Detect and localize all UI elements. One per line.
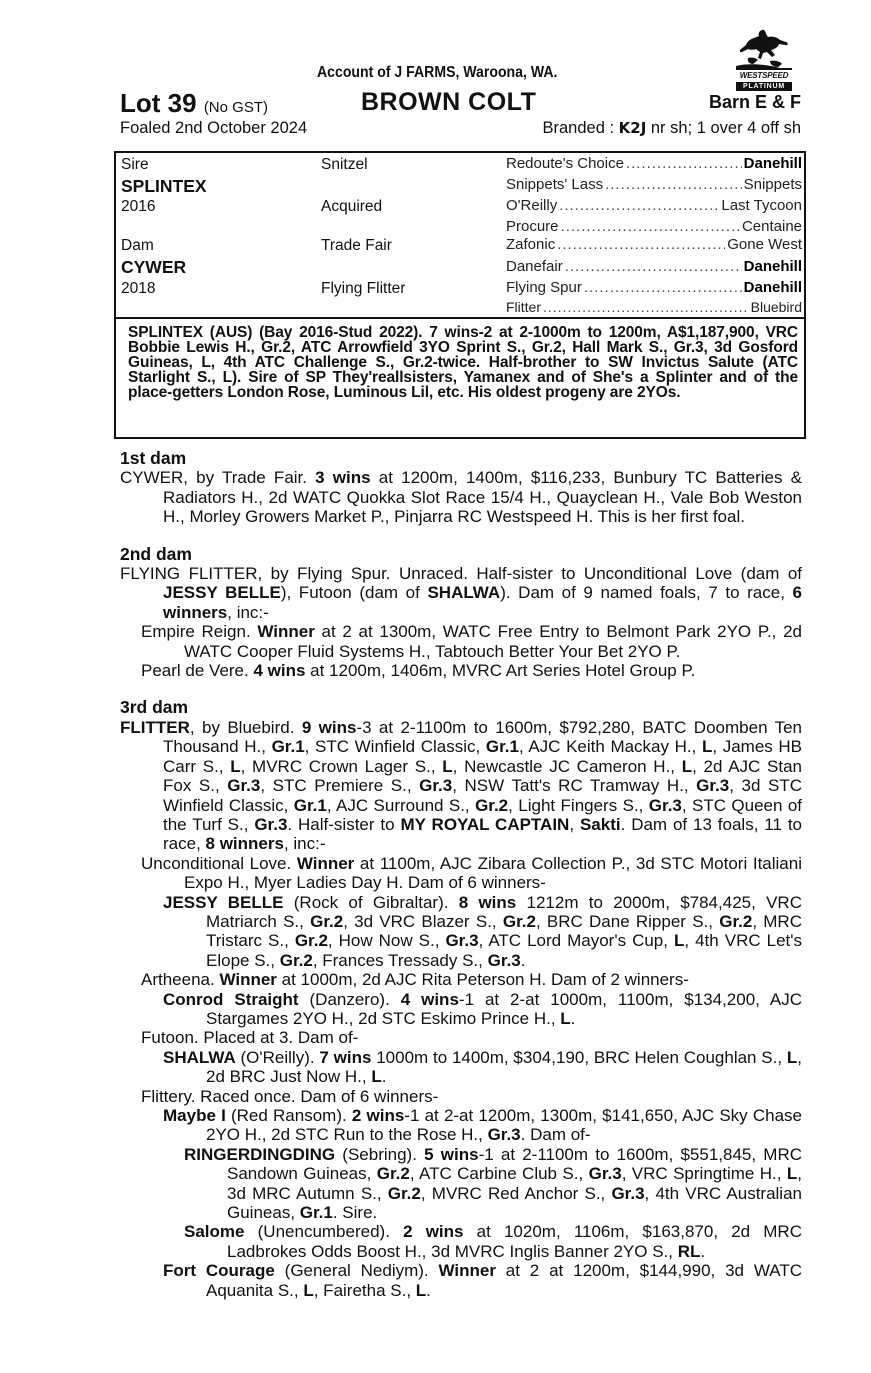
- barn-location: Barn E & F: [708, 92, 801, 112]
- bold-text: 9 wins: [301, 717, 357, 737]
- dam-entry: [120, 718, 802, 854]
- entry-text: at 1000m, 2d AJC Rita Peterson H. Dam of 2 winners-: [276, 970, 689, 990]
- progeny-entry: [184, 1222, 802, 1261]
- entry-text: , inc:-: [227, 602, 269, 622]
- entry-text: , 3d VRC Blazer S.,: [343, 911, 503, 931]
- entry-text: , MVRC Red Anchor S.,: [420, 1183, 612, 1203]
- entry-text: -1 at 2-at 1200m, 1300m, $141,650, AJC Sky Chase 2YO H., 2d STC Run to the Rose H.,: [206, 1106, 802, 1145]
- entry-text: . Sire.: [332, 1203, 378, 1223]
- progeny-entry: [163, 893, 802, 971]
- bold-text: Gr.3: [445, 931, 479, 951]
- bold-text: 4 wins: [400, 989, 459, 1009]
- bold-text: Winner: [296, 853, 355, 873]
- bold-text: 4 wins: [253, 661, 306, 681]
- dam-dam: Flying Flitter: [321, 280, 406, 297]
- vendor-account: Account of J FARMS, Waroona, WA.: [317, 64, 558, 81]
- entry-text: FLYING FLITTER, by Flying Spur. Unraced. Half-sister to Unconditional Love (dam of: [120, 564, 802, 584]
- progeny-entry: [141, 622, 802, 661]
- great-grandparent-name: Bluebird: [750, 299, 802, 315]
- bold-text: Gr.3: [487, 950, 521, 970]
- dam-heading: 2nd dam: [120, 543, 192, 564]
- bold-text: Gr.2: [719, 911, 753, 931]
- bold-text: Gr.2: [310, 911, 344, 931]
- progeny-entry: [141, 1087, 802, 1106]
- entry-text: -1 at 2-at 1000m, 1100m, $134,200, AJC Stargames 2YO H., 2d STC Eskimo Prince H.,: [206, 989, 802, 1028]
- entry-text: at 1200m, 1406m, MVRC Art Series Hotel Group P.: [305, 661, 696, 681]
- entry-text: Flittery. Raced once. Dam of 6 winners-: [141, 1086, 439, 1106]
- bold-text: Gr.2: [475, 795, 509, 815]
- entry-text: ,: [569, 814, 580, 834]
- bold-text: L: [371, 1067, 382, 1087]
- entry-text: at 1020m, 1106m, $163,870, 2d MRC Ladbrokes Odds Boost H., 3d MVRC Inglis Banner 2YO S.,: [227, 1222, 802, 1261]
- grandparent-name: Snippets' Lass: [506, 176, 604, 193]
- bold-text: MY ROYAL CAPTAIN: [400, 814, 570, 834]
- entry-text: (O'Reilly).: [235, 1047, 320, 1067]
- bold-text: RL: [677, 1241, 701, 1261]
- dam-entry: [120, 468, 802, 526]
- dam-heading: 3rd dam: [120, 697, 189, 718]
- entry-text: , 4th VRC Let's Elope S.,: [206, 931, 803, 970]
- bold-text: Gr.2: [387, 1183, 421, 1203]
- sire-summary-box: [114, 319, 806, 439]
- logo-brand: WESTSPEED: [739, 71, 789, 80]
- great-grandparent-name: Danehill: [743, 279, 802, 296]
- entry-text: , BRC Dane Ripper S.,: [535, 911, 720, 931]
- sire-dam: Acquired: [321, 198, 383, 215]
- grandparent-name: Danefair: [506, 258, 563, 275]
- dam-sire: Trade Fair: [321, 237, 392, 254]
- entry-text: , Fairetha S.,: [313, 1280, 416, 1300]
- entry-text: , ATC Carbine Club S.,: [409, 1164, 589, 1184]
- logo-tier: PLATINUM: [736, 82, 792, 91]
- entry-text: , VRC Springtime H.,: [621, 1164, 787, 1184]
- entry-text: (Unencumbered).: [244, 1222, 404, 1242]
- entry-text: , Frances Tressady S.,: [312, 950, 488, 970]
- entry-text: at 2 at 1200m, $144,990, 3d WATC Aquanita S.,: [206, 1261, 802, 1300]
- entry-text: , STC Premiere S.,: [260, 776, 420, 796]
- bold-text: 8 winners: [205, 834, 284, 854]
- bold-text: 8 wins: [458, 892, 517, 912]
- entry-text: . Half-sister to: [287, 814, 401, 834]
- entry-text: Futoon. Placed at 3. Dam of-: [141, 1028, 359, 1048]
- entry-text: , How Now S.,: [327, 931, 446, 951]
- bold-text: Conrod Straight: [163, 989, 299, 1009]
- bold-text: L: [681, 756, 693, 776]
- entry-text: (General Nediym).: [274, 1261, 439, 1281]
- entry-text: 1000m to 1400m, $304,190, BRC Helen Coughlan S.,: [371, 1047, 787, 1067]
- bold-text: Gr.3: [487, 1125, 521, 1145]
- grandparent-name: Flying Spur: [506, 279, 582, 296]
- dot-leader: [561, 218, 740, 235]
- grandparent-row: [506, 176, 802, 193]
- bold-text: SHALWA: [427, 583, 501, 603]
- entry-text: , STC Winfield Classic,: [304, 737, 486, 757]
- brand-description: [543, 119, 802, 138]
- bold-text: L: [786, 1047, 798, 1067]
- bold-text: JESSY BELLE: [163, 583, 281, 603]
- bold-text: Winner: [257, 622, 315, 642]
- great-grandparent-name: Gone West: [727, 236, 802, 253]
- progeny-entry: [163, 1106, 802, 1145]
- bold-text: Gr.2: [502, 911, 536, 931]
- bold-text: Salome: [184, 1222, 245, 1242]
- entry-text: . Dam of 13 foals, 11 to race,: [163, 814, 802, 854]
- bold-text: L: [303, 1280, 314, 1300]
- grandparent-row: [506, 197, 802, 214]
- entry-text: Empire Reign.: [141, 622, 258, 642]
- dot-leader: [557, 236, 725, 253]
- progeny-entry: [141, 970, 802, 989]
- grandparent-row: [506, 299, 802, 315]
- bold-text: RINGERDINGDING: [184, 1144, 336, 1164]
- grandparent-row: [506, 236, 802, 253]
- sire-summary: SPLINTEX (AUS) (Bay 2016-Stud 2022). 7 wins-2 at 2-1000m to 1200m, A$1,187,900, VRC Bobbie Lewis H., Gr.2, ATC Arrowfield 3YO Sprint S., Gr.2, Hall Mark S., Gr.3, 3d Gosford Guineas, L, 4th ATC Challenge S., Gr.2-twice. Half-brother to SW Invictus Salute (ATC Starlight S., L). Sire of SP They'reallsisters, Yamanex and of She's a Splinter and of the place-getters London Rose, Luminous Lil, etc. His oldest progeny are 2YOs.: [128, 324, 798, 401]
- entry-text: (Sebring).: [335, 1144, 425, 1164]
- entry-text: , STC Queen of the Turf S.,: [163, 795, 803, 834]
- entry-text: , MVRC Crown Lager S.,: [240, 756, 443, 776]
- grandparent-row: [506, 258, 802, 275]
- grandparent-name: Procure: [506, 218, 559, 235]
- dam-label: Dam: [121, 237, 154, 254]
- entry-text: (Danzero).: [298, 989, 401, 1009]
- pedigree-table: [114, 151, 806, 319]
- entry-text: , NSW Tatt's RC Tramway H.,: [452, 776, 697, 796]
- entry-text: , 3d STC Winfield Classic,: [163, 776, 802, 815]
- bold-text: L: [786, 1164, 798, 1184]
- dam-heading: 1st dam: [120, 448, 187, 468]
- grandparent-name: Redoute's Choice: [506, 155, 624, 172]
- bold-text: Gr.3: [611, 1183, 645, 1203]
- entry-text: -3 at 2-1100m to 1600m, $792,280, BATC Doomben Ten Thousand H.,: [163, 717, 802, 757]
- entry-text: , 2d AJC Stan Fox S.,: [163, 756, 802, 796]
- entry-text: , 3d MRC Autumn S.,: [227, 1164, 802, 1203]
- bold-text: L: [230, 756, 241, 776]
- dam-line: [120, 449, 802, 1300]
- dot-leader: [543, 299, 749, 315]
- horse-description: BROWN COLT: [361, 88, 537, 116]
- horse-racing-icon: [734, 28, 794, 72]
- gst-note: (No GST): [203, 99, 268, 116]
- entry-text: at 1200m, 1400m, $116,233, Bunbury TC Batteries & Radiators H., 2d WATC Quokka Slot Race 15/4 H., Quayclean H., Vale Bob Weston H., Morley Growers Market P., Pinjarra RC Westspeed H. This is her first foal.: [163, 468, 802, 527]
- progeny-entry: [163, 990, 802, 1029]
- great-grandparent-name: Centaine: [741, 218, 802, 235]
- great-grandparent-name: Danehill: [743, 155, 802, 172]
- entry-text: .: [426, 1280, 431, 1300]
- entry-text: -1 at 2-1100m to 1600m, $551,845, MRC Sandown Guineas,: [227, 1144, 802, 1184]
- brand-mark: K2J: [618, 119, 647, 137]
- grandparent-name: O'Reilly: [506, 197, 558, 214]
- entry-text: ), Futoon (dam of: [280, 583, 428, 603]
- dot-leader: [584, 279, 742, 296]
- sire-name: SPLINTEX: [121, 176, 207, 196]
- bold-text: Gr.3: [419, 776, 453, 796]
- progeny-entry: [163, 1048, 802, 1087]
- entry-text: (Rock of Gibraltar).: [283, 892, 459, 912]
- entry-text: Unconditional Love.: [141, 853, 297, 873]
- bold-text: Maybe I: [163, 1106, 226, 1125]
- dot-leader: [605, 176, 742, 193]
- entry-text: , Newcastle JC Cameron H.,: [452, 756, 682, 776]
- bold-text: 7 wins: [319, 1047, 372, 1067]
- bold-text: FLITTER: [120, 717, 190, 737]
- bold-text: 3 wins: [315, 468, 371, 488]
- dot-leader: [626, 155, 742, 172]
- great-grandparent-name: Danehill: [743, 258, 802, 275]
- entry-text: , inc:-: [283, 834, 326, 854]
- branded-prefix: Branded :: [542, 119, 619, 137]
- bold-text: Gr.1: [485, 737, 519, 757]
- bold-text: 6 winners: [163, 583, 802, 622]
- entry-text: .: [520, 950, 526, 970]
- grandparent-row: [506, 155, 802, 172]
- entry-text: ). Dam of 9 named foals, 7 to race,: [500, 583, 793, 603]
- entry-text: , AJC Keith Mackay H.,: [518, 737, 702, 757]
- bold-text: L: [560, 1008, 571, 1028]
- sire-label: Sire: [121, 156, 149, 173]
- bold-text: Gr.2: [279, 950, 313, 970]
- bold-text: Winner: [438, 1261, 496, 1281]
- bold-text: Gr.1: [299, 1203, 333, 1223]
- entry-text: at 2 at 1300m, WATC Free Entry to Belmont Park 2YO P., 2d WATC Cooper Fluid Systems H., Tabtouch Better Your Bet 2YO P.: [184, 622, 803, 661]
- bold-text: Gr.1: [271, 737, 305, 757]
- entry-text: , ATC Lord Mayor's Cup,: [478, 931, 674, 951]
- dam-name: CYWER: [121, 257, 187, 277]
- bold-text: Gr.2: [294, 931, 328, 951]
- bold-text: Gr.3: [648, 795, 682, 815]
- bold-text: Gr.3: [696, 776, 730, 796]
- bold-text: L: [673, 931, 685, 951]
- bold-text: Winner: [219, 970, 277, 990]
- entry-text: .: [381, 1067, 387, 1087]
- dam-year: 2018: [121, 280, 156, 297]
- sire-sire: Snitzel: [321, 156, 368, 173]
- bold-text: 5 wins: [424, 1144, 479, 1164]
- entry-text: at 1100m, AJC Zibara Collection P., 3d STC Motori Italiani Expo H., Myer Ladies Day H. Dam of 6 winners-: [184, 853, 802, 893]
- dot-leader: [559, 197, 719, 214]
- bold-text: Sakti: [579, 814, 621, 834]
- grandparent-name: Zafonic: [506, 236, 556, 253]
- entry-text: .: [570, 1008, 576, 1028]
- progeny-entry: [163, 1261, 802, 1300]
- entry-text: CYWER, by Trade Fair.: [120, 468, 316, 488]
- bold-text: Gr.3: [227, 776, 261, 796]
- entry-text: , MRC Tristarc S.,: [206, 911, 802, 951]
- lot-number: [120, 88, 268, 119]
- sire-year: 2016: [121, 198, 156, 215]
- branded-suffix: nr sh; 1 over 4 off sh: [646, 119, 801, 137]
- bold-text: SHALWA: [163, 1047, 236, 1067]
- bold-text: L: [442, 756, 453, 776]
- grandparent-row: [506, 279, 802, 296]
- entry-text: Pearl de Vere.: [141, 661, 254, 681]
- dot-leader: [565, 258, 742, 275]
- progeny-entry: [141, 854, 802, 893]
- bold-text: 2 wins: [351, 1106, 405, 1125]
- entry-text: 1212m to 2000m, $784,425, VRC Matriarch S.,: [206, 892, 802, 931]
- foaled-date: Foaled 2nd October 2024: [120, 119, 308, 137]
- dam-entry: [120, 564, 802, 622]
- grandparent-row: [506, 218, 802, 235]
- great-grandparent-name: Last Tycoon: [721, 197, 802, 214]
- bold-text: Gr.2: [376, 1164, 410, 1184]
- bold-text: L: [415, 1280, 427, 1300]
- westspeed-platinum-logo: [734, 28, 794, 92]
- entry-text: , James HB Carr S.,: [163, 737, 803, 776]
- lot-label: Lot 39: [120, 88, 197, 118]
- entry-text: Artheena.: [141, 970, 220, 990]
- bold-text: Gr.3: [588, 1164, 622, 1184]
- bold-text: Gr.1: [293, 795, 327, 815]
- bold-text: L: [701, 737, 713, 757]
- progeny-entry: [184, 1145, 802, 1223]
- bold-text: JESSY BELLE: [163, 892, 284, 912]
- entry-text: , by Bluebird.: [189, 717, 302, 737]
- entry-text: (Red Ransom).: [225, 1106, 352, 1125]
- entry-text: , Light Fingers S.,: [508, 795, 649, 815]
- entry-text: , 2d BRC Just Now H.,: [206, 1047, 802, 1087]
- entry-text: .: [700, 1241, 706, 1261]
- bold-text: 2 wins: [403, 1222, 464, 1242]
- entry-text: . Dam of-: [520, 1125, 591, 1145]
- great-grandparent-name: Snippets: [743, 176, 802, 193]
- bold-text: Gr.3: [254, 814, 288, 834]
- bold-text: Fort Courage: [163, 1261, 275, 1281]
- progeny-entry: [141, 1028, 802, 1047]
- grandparent-name: Flitter: [506, 299, 541, 315]
- entry-text: , 4th VRC Australian Guineas,: [227, 1183, 802, 1223]
- entry-text: , AJC Surround S.,: [326, 795, 476, 815]
- progeny-entry: [141, 661, 802, 680]
